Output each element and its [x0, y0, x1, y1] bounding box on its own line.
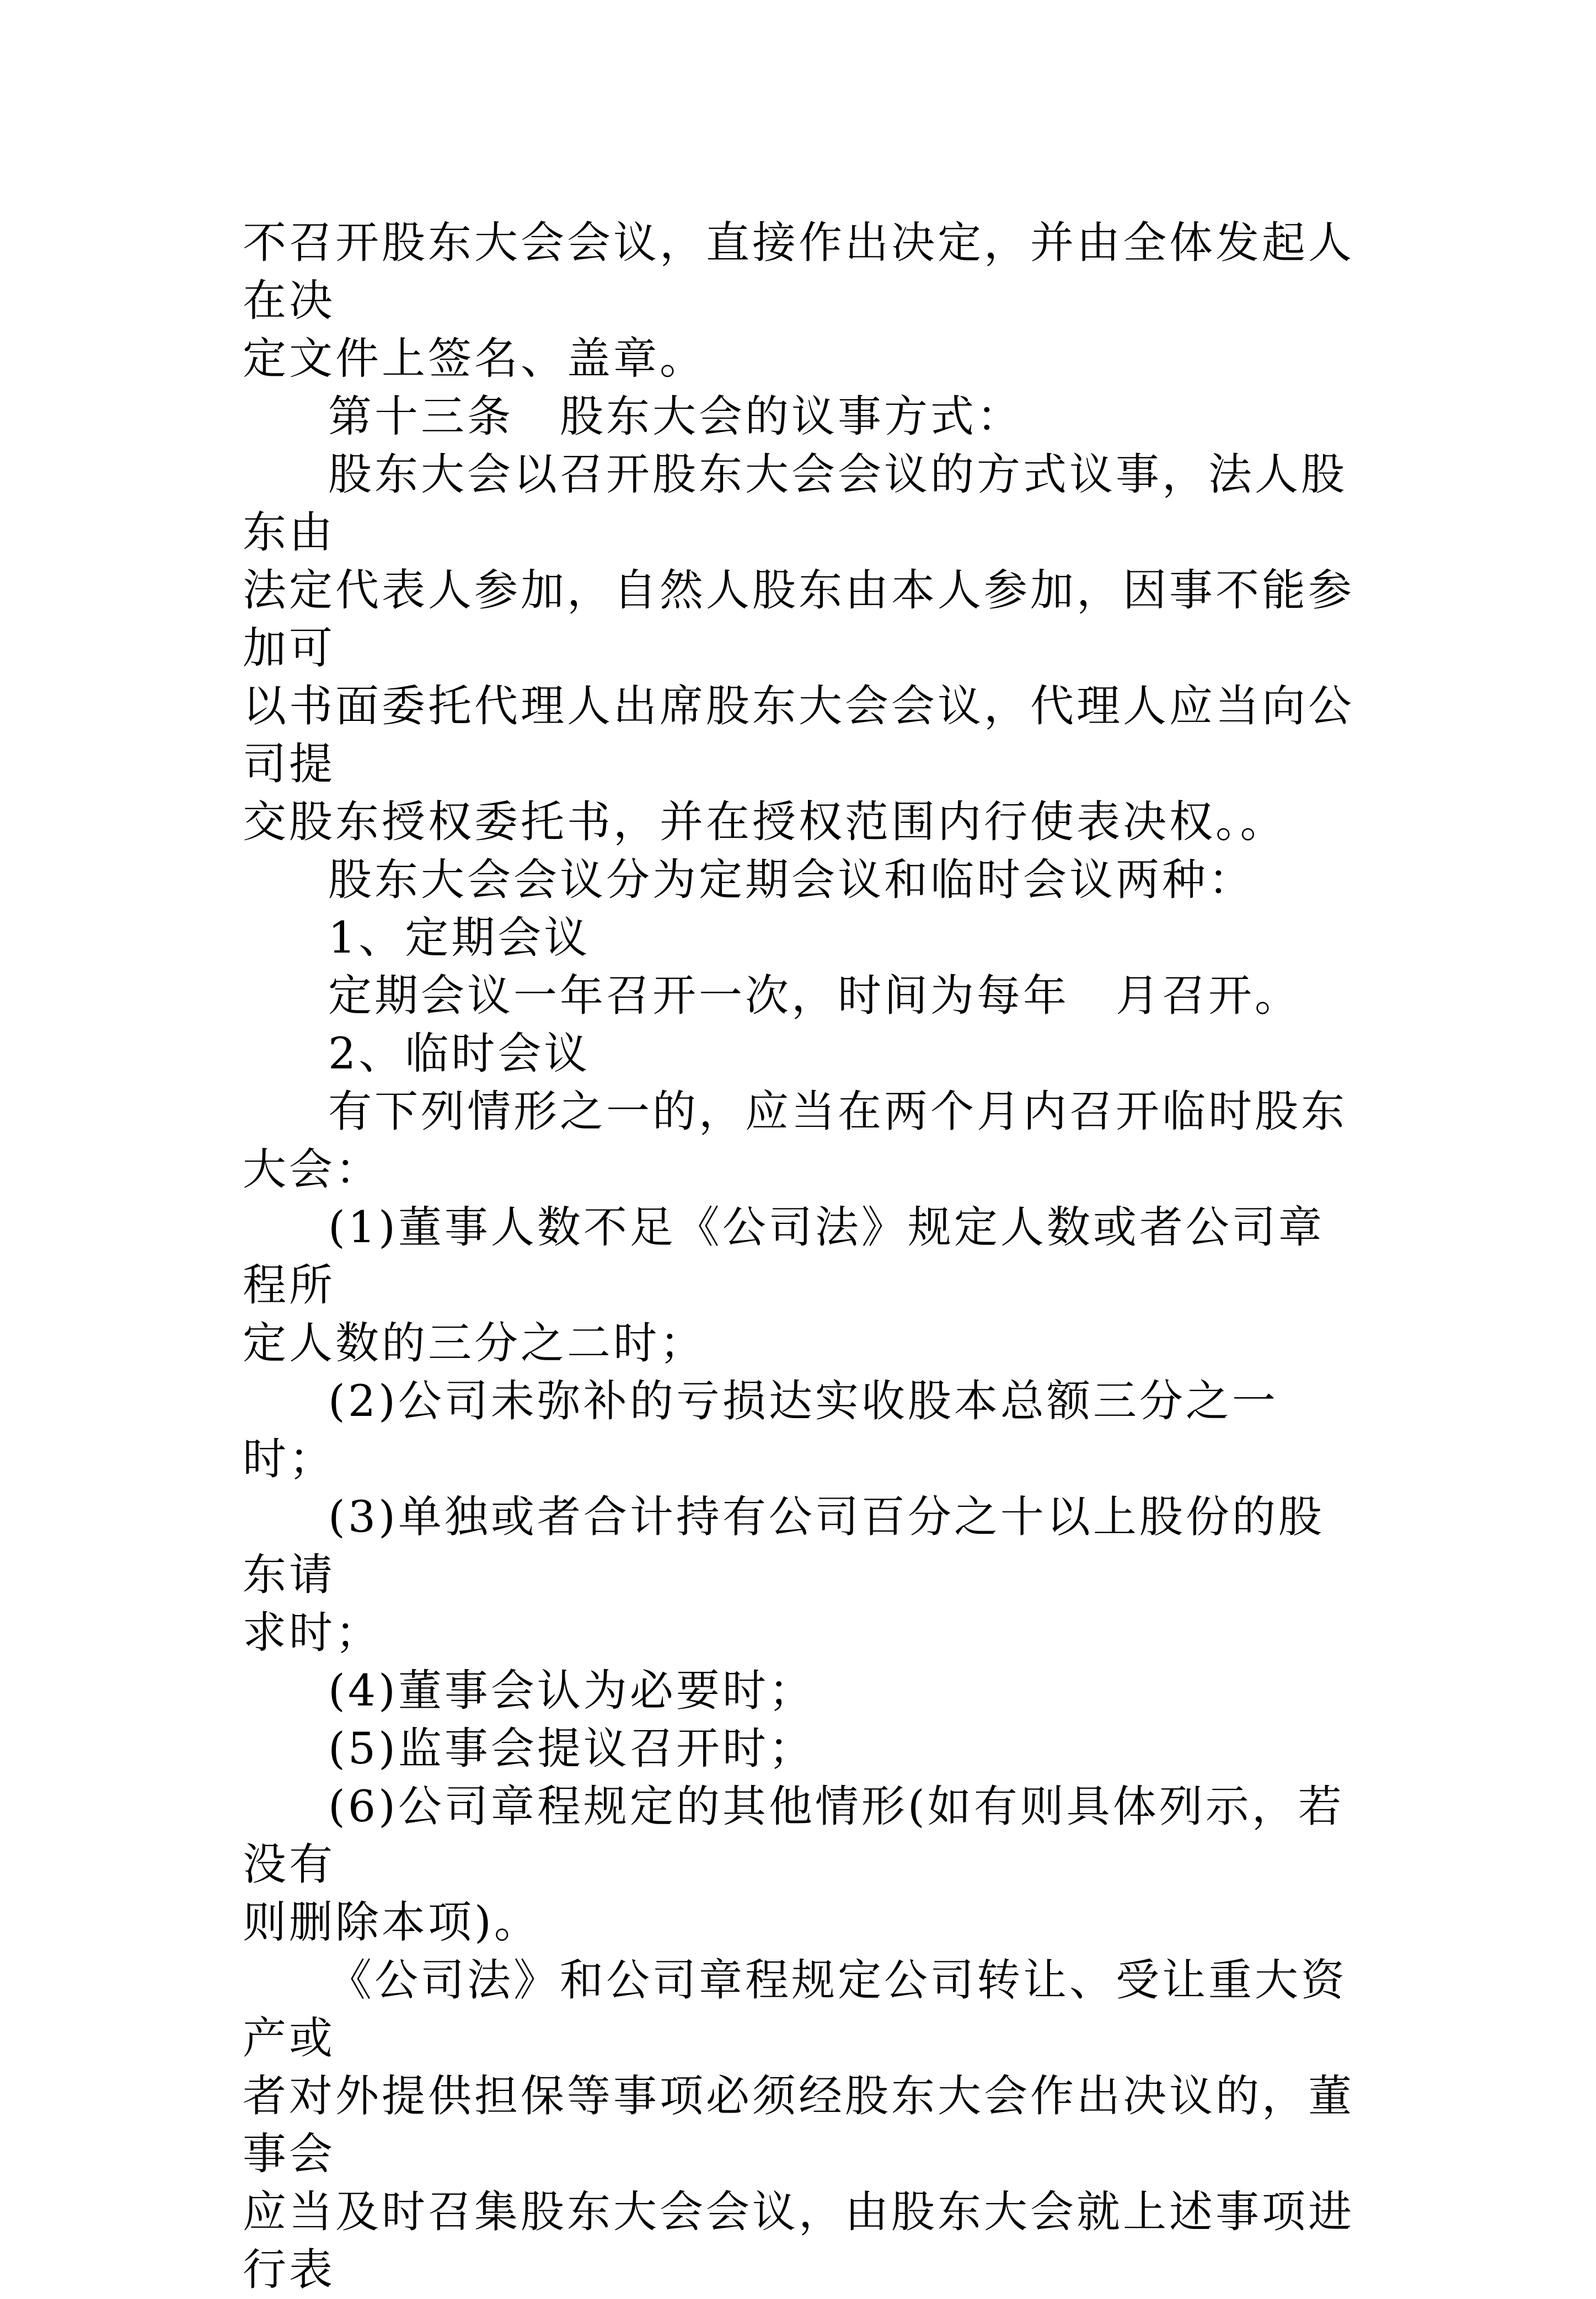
article-13-heading: 第十三条 股东大会的议事方式：	[328, 391, 1023, 442]
regular-meeting-heading: 1、定期会议	[328, 912, 591, 963]
document-body	[243, 214, 1368, 2299]
list-item-4: (4)董事会认为必要时；	[328, 1665, 815, 1716]
paragraph-meeting-method: 股东大会以召开股东大会会议的方式议事，法人股东由 法定代表人参加，自然人股东由本人参加，因事不能参加可 以书面委托代理人出席股东大会会议，代理人应当向公司提 交股东授权委托书，并在授权范围内行使表决权。。	[243, 449, 1354, 847]
list-item-2: (2)公司未弥补的亏损达实收股本总额三分之一时；	[243, 1376, 1278, 1484]
list-item-3: (3)单独或者合计持有公司百分之十以上股份的股东请 求时；	[243, 1491, 1325, 1658]
list-item-6: (6)公司章程规定的其他情形(如有则具体列示，若没有 则删除本项)。	[243, 1781, 1345, 1948]
paragraph-regular-meeting: 定期会议一年召开一次，时间为每年 月召开。	[328, 970, 1301, 1021]
interim-meeting-heading: 2、临时会议	[328, 1028, 591, 1079]
paragraph-interim-conditions: 有下列情形之一的，应当在两个月内召开临时股东大会：	[243, 1086, 1347, 1195]
paragraph-major-asset-resolution: 《公司法》和公司章程规定公司转让、受让重大资产或 者对外提供担保等事项必须经股东大会作出决议的，董事会 应当及时召集股东大会会议，由股东大会就上述事项进行表	[243, 1955, 1354, 2295]
list-item-5: (5)监事会提议召开时；	[328, 1723, 815, 1774]
list-item-1: (1)董事人数不足《公司法》规定人数或者公司章程所 定人数的三分之二时；	[243, 1202, 1325, 1368]
paragraph-continuation: 不召开股东大会会议，直接作出决定，并由全体发起人在决 定文件上签名、盖章。	[243, 217, 1354, 384]
paragraph-meeting-types: 股东大会会议分为定期会议和临时会议两种：	[328, 854, 1255, 905]
